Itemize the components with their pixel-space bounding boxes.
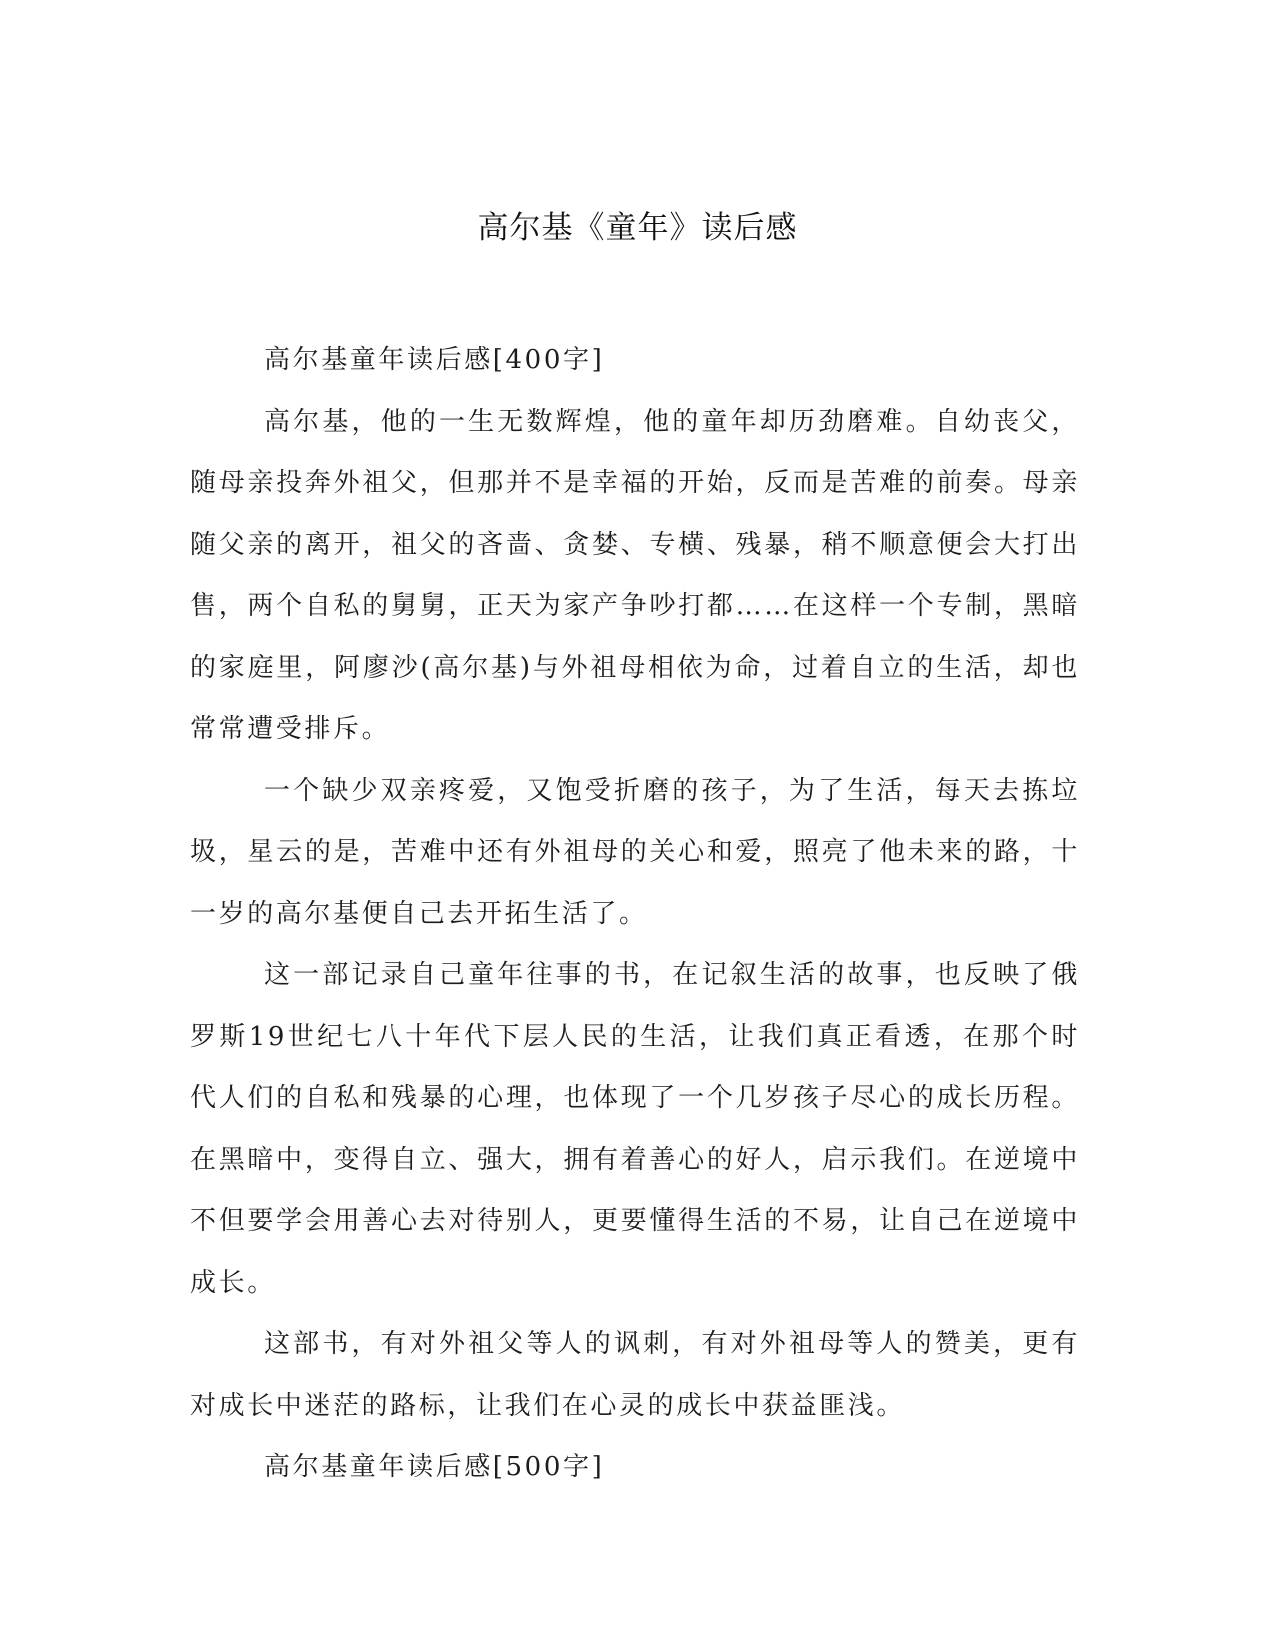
body-paragraph-2: 一个缺少双亲疼爱，又饱受折磨的孩子，为了生活，每天去拣垃圾，星云的是，苦难中还有外祖母的关心和爱，照亮了他未来的路，十一岁的高尔基便自己去开拓生活了。 xyxy=(190,775,1080,929)
body-paragraph-1: 高尔基，他的一生无数辉煌，他的童年却历劲磨难。自幼丧父，随母亲投奔外祖父，但那并不是幸福的开始，反而是苦难的前奏。母亲随父亲的离开，祖父的吝啬、贪婪、专横、残暴，稍不顺意便会大打出售，两个自私的舅舅，正天为家产争吵打都……在这样一个专制，黑暗的家庭里，阿廖沙(高尔基)与外祖母相依为命，过着自立的生活，却也常常遭受排斥。 xyxy=(190,406,1080,744)
section-heading-500: 高尔基童年读后感[500字] xyxy=(264,1452,605,1482)
body-paragraph-4: 这部书，有对外祖父等人的讽刺，有对外祖母等人的赞美，更有对成长中迷茫的路标，让我们在心灵的成长中获益匪浅。 xyxy=(190,1329,1080,1421)
section-heading-400: 高尔基童年读后感[400字] xyxy=(264,345,605,375)
document-body xyxy=(190,330,1080,1499)
body-paragraph-3: 这一部记录自己童年往事的书，在记叙生活的故事，也反映了俄罗斯19世纪七八十年代下层人民的生活，让我们真正看透，在那个时代人们的自私和残暴的心理，也体现了一个几岁孩子尽心的成长历程。在黑暗中，变得自立、强大，拥有着善心的好人，启示我们。在逆境中不但要学会用善心去对待别人，更要懂得生活的不易，让自己在逆境中成长。 xyxy=(190,960,1080,1298)
document-title: 高尔基《童年》读后感 xyxy=(477,210,798,246)
